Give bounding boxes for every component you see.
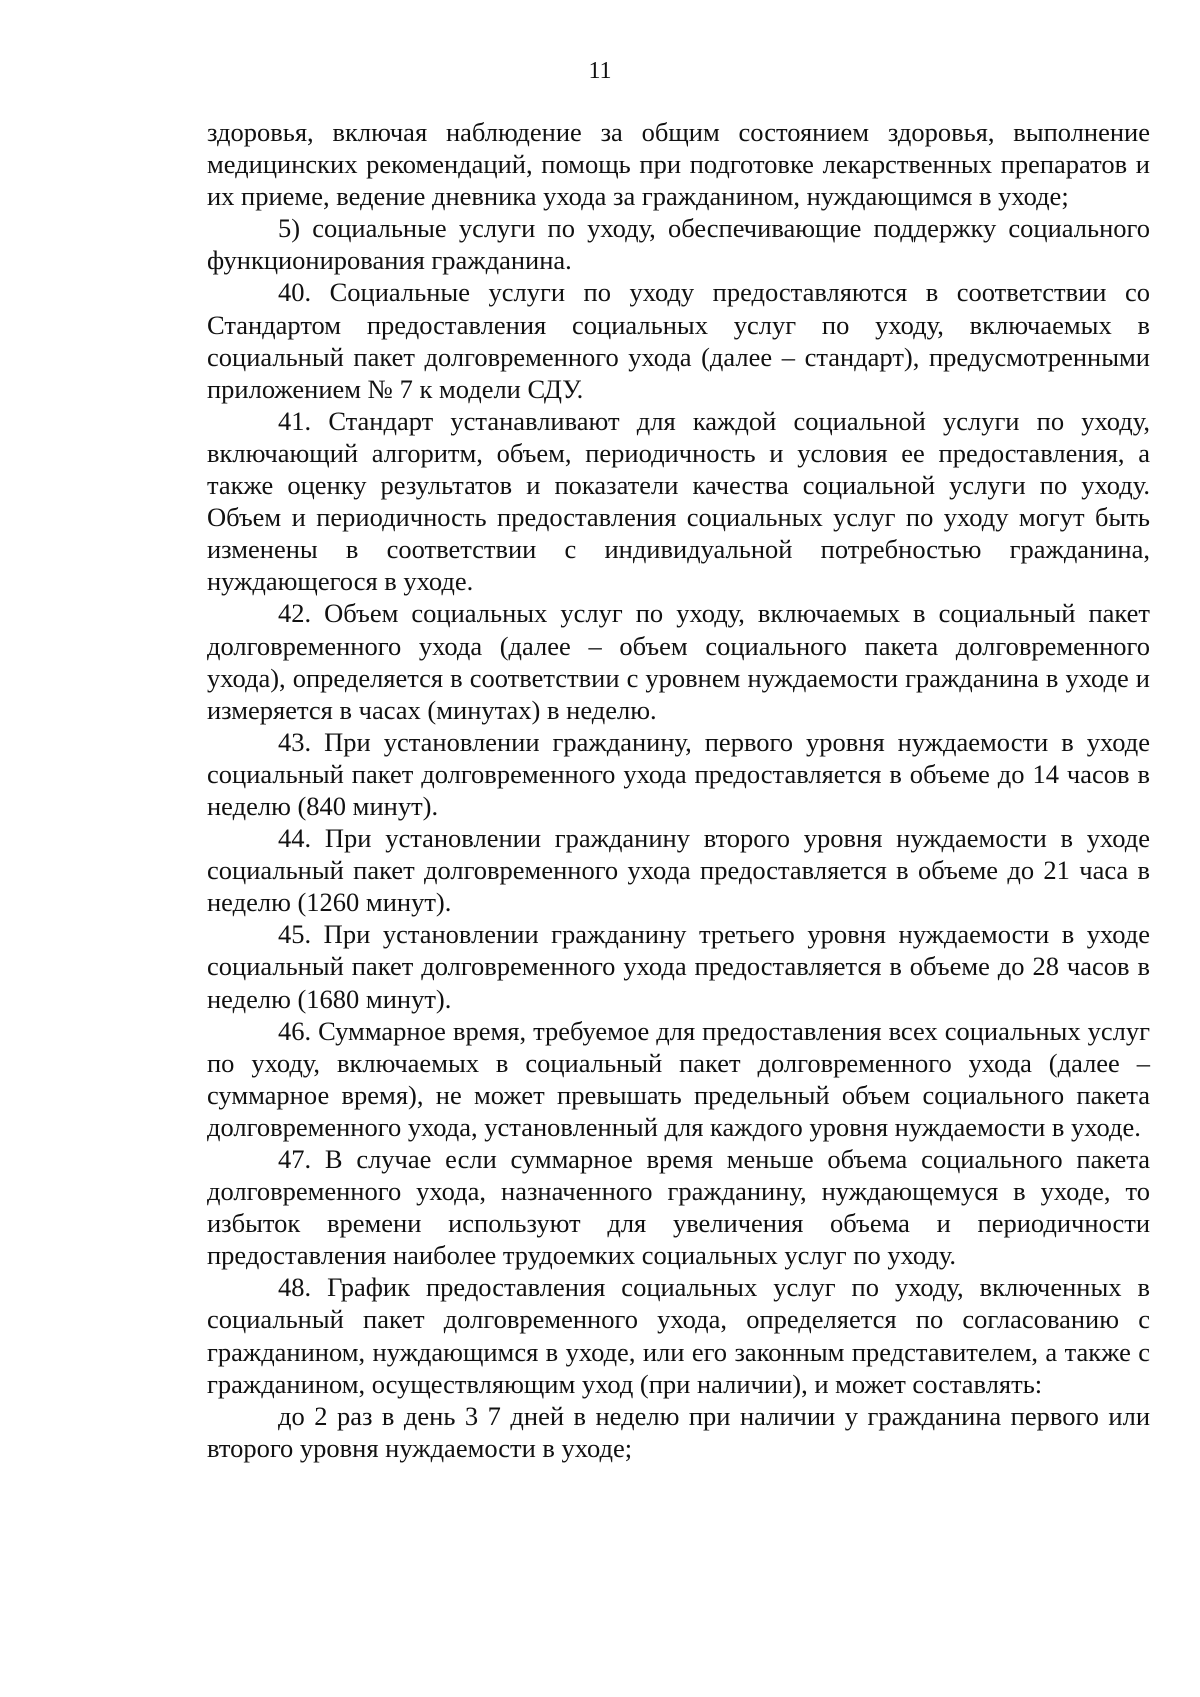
paragraph-schedule-item: до 2 раз в день 3 7 дней в неделю при наличии у гражданина первого или второго уровня нуждаемости в уходе;: [207, 1400, 1150, 1463]
paragraph-43: 43. При установлении гражданину, первого уровня нуждаемости в уходе социальный пакет долговременного ухода предоставляется в объеме до 14 часов в неделю (840 минут).: [207, 726, 1150, 821]
paragraph-47: 47. В случае если суммарное время меньше объема социального пакета долговременного ухода, назначенного гражданину, нуждающемуся в уходе, то избыток времени используют для увеличения объема и периодичности предоставления наиболее трудоемких социальных услуг по уходу.: [207, 1144, 1150, 1271]
page-number: 11: [588, 58, 612, 84]
paragraph-44: 44. При установлении гражданину второго уровня нуждаемости в уходе социальный пакет долговременного ухода предоставляется в объеме до 21 часа в неделю (1260 минут).: [207, 823, 1150, 918]
paragraph-40: 40. Социальные услуги по уходу предоставляются в соответствии со Стандартом предоставления социальных услуг по уходу, включаемых в социальный пакет долговременного ухода (далее – стандарт), предусмотренными приложением № 7 к модели СДУ.: [207, 277, 1150, 404]
paragraph-item-5: 5) социальные услуги по уходу, обеспечивающие поддержку социального функционирования гражданина.: [207, 213, 1150, 276]
paragraph-45: 45. При установлении гражданину третьего уровня нуждаемости в уходе социальный пакет долговременного ухода предоставляется в объеме до 28 часов в неделю (1680 минут).: [207, 919, 1150, 1014]
paragraph-continuation: здоровья, включая наблюдение за общим состоянием здоровья, выполнение медицинских рекомендаций, помощь при подготовке лекарственных препаратов и их приеме, ведение дневника ухода за гражданином, нуждающимся в уходе;: [207, 117, 1150, 212]
paragraph-46: 46. Суммарное время, требуемое для предоставления всех социальных услуг по уходу, включаемых в социальный пакет долговременного ухода (далее – суммарное время), не может превышать предельный объем социального пакета долговременного ухода, установленный для каждого уровня нуждаемости в уходе.: [207, 1015, 1150, 1142]
paragraph-41: 41. Стандарт устанавливают для каждой социальной услуги по уходу, включающий алгоритм, объем, периодичность и условия ее предоставления, а также оценку результатов и показатели качества социальной услуги по уходу. Объем и периодичность предоставления социальных услуг по уходу могут быть изменены в соответствии с индивидуальной потребностью гражданина, нуждающегося в уходе.: [207, 405, 1150, 597]
document-body: [207, 116, 1150, 1464]
paragraph-42: 42. Объем социальных услуг по уходу, включаемых в социальный пакет долговременного ухода (далее – объем социального пакета долговременного ухода), определяется в соответствии с уровнем нуждаемости гражданина в уходе и измеряется в часах (минутах) в неделю.: [207, 598, 1150, 725]
paragraph-48: 48. График предоставления социальных услуг по уходу, включенных в социальный пакет долговременного ухода, определяется по согласованию с гражданином, нуждающимся в уходе, или его законным представителем, а также с гражданином, осуществляющим уход (при наличии), и может составлять:: [207, 1272, 1150, 1399]
